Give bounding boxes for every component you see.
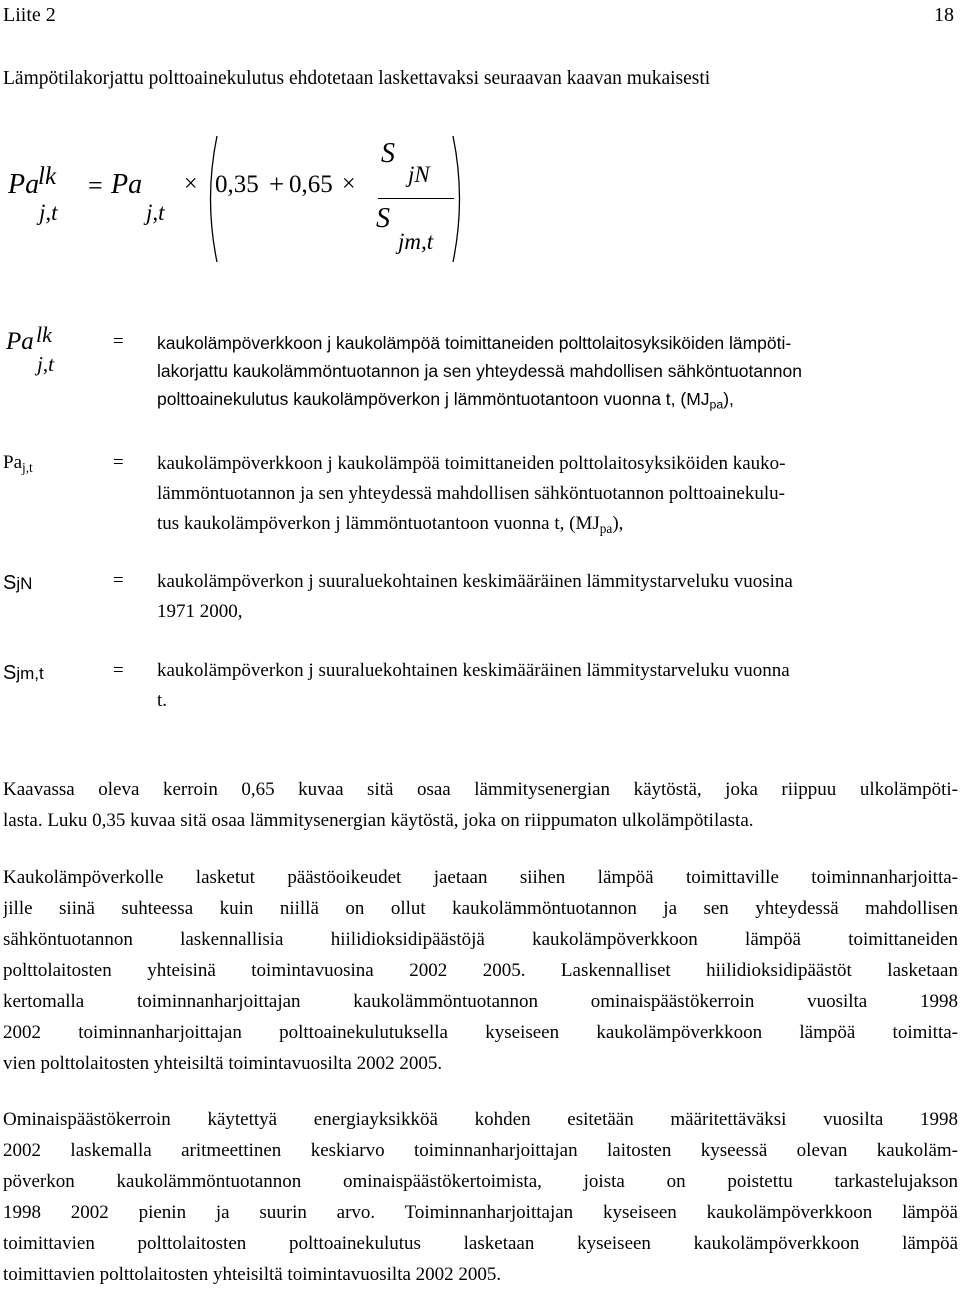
def4-symbol-sub: jm,t bbox=[16, 664, 44, 683]
formula-left-paren bbox=[201, 134, 221, 264]
formula-rhs-base: Pa bbox=[111, 169, 143, 200]
paragraph-line: sähköntuotannon laskennallisia hiilidioksidipäästöjä kaukolämpöverkkoon lämpöä toimittaneiden bbox=[3, 929, 958, 950]
def1-line3-post: ), bbox=[723, 389, 734, 409]
formula-lhs-sub: j,t bbox=[39, 200, 58, 225]
def2-symbol-base: Pa bbox=[3, 452, 22, 473]
paragraph-line: 2002 toiminnanharjoittajan polttoainekulutuksella kyseiseen kaukolämpöverkkoon lämpöä toimitta- bbox=[3, 1022, 958, 1043]
def4-line2: t. bbox=[157, 690, 168, 711]
def4-text bbox=[157, 656, 957, 716]
def3-text bbox=[157, 567, 957, 627]
def2-line3-pre: tus kaukolämpöverkon j lämmöntuotantoon vuonna t, (MJ bbox=[157, 513, 600, 534]
fraction-bar bbox=[378, 198, 454, 199]
def1-equals: = bbox=[113, 331, 124, 352]
paragraph-line: jille siinä suhteessa kuin niillä on ollut kaukolämmöntuotannon ja sen yhteydessä mahdollisen bbox=[3, 898, 958, 919]
formula-plus: + bbox=[269, 169, 285, 199]
def1-line3-pre: polttoainekulutus kaukolämpöverkon j lämmöntuotantoon vuonna t, (MJ bbox=[157, 389, 710, 409]
def2-symbol bbox=[3, 452, 33, 474]
paragraph-line: kertomalla toiminnanharjoittajan kaukolämmöntuotannon ominaispäästökerroin vuosilta 1998 bbox=[3, 991, 958, 1012]
def2-text bbox=[157, 449, 957, 539]
paragraph-line: vien polttolaitosten yhteisiltä toimintavuosilta 2002 2005. bbox=[3, 1053, 443, 1074]
def3-symbol bbox=[3, 572, 32, 595]
def3-line1: kaukolämpöverkon j suuraluekohtainen keskimääräinen lämmitystarveluku vuosina bbox=[157, 571, 793, 592]
def1-line3-sub: pa bbox=[709, 397, 724, 412]
def4-line1: kaukolämpöverkon j suuraluekohtainen keskimääräinen lämmitystarveluku vuonna bbox=[157, 660, 790, 681]
def1-symbol-base: Pa bbox=[6, 328, 34, 355]
formula-num-sub: jN bbox=[408, 162, 430, 187]
paragraph-2 bbox=[3, 862, 958, 1079]
formula-num-base: S bbox=[381, 138, 395, 169]
def1-symbol-sup: lk bbox=[36, 322, 52, 347]
paragraph-line: Kaukolämpöverkolle lasketut päästöoikeudet jaetaan siihen lämpöä toimittaville toiminnanharjoitta- bbox=[3, 867, 958, 888]
def4-equals: = bbox=[113, 660, 124, 681]
def2-line3-sub: pa bbox=[599, 520, 613, 536]
formula-right-paren bbox=[449, 134, 469, 264]
paragraph-line: 2002 laskemalla aritmeettinen keskiarvo toiminnanharjoittajan laitosten kyseessä olevan kaukoläm- bbox=[3, 1140, 958, 1161]
def2-equals: = bbox=[113, 452, 124, 473]
formula-lhs-base: Pa bbox=[8, 169, 40, 200]
paragraph-3 bbox=[3, 1104, 958, 1290]
def1-text bbox=[157, 329, 957, 413]
def4-symbol bbox=[3, 662, 44, 685]
running-header: Liite 2 bbox=[3, 4, 56, 26]
formula-times-2: × bbox=[342, 171, 356, 197]
formula-lhs-sup: lk bbox=[38, 163, 57, 190]
formula-const-a: 0,35 bbox=[215, 171, 259, 198]
def2-line1: kaukolämpöverkkoon j kaukolämpöä toimittaneiden polttolaitosyksiköiden kauko- bbox=[157, 453, 786, 474]
formula-den-base: S bbox=[376, 203, 390, 234]
def1-line1: kaukolämpöverkkoon j kaukolämpöä toimittaneiden polttolaitosyksiköiden lämpöti- bbox=[157, 333, 792, 353]
formula bbox=[0, 120, 960, 280]
formula-rhs-sub: j,t bbox=[146, 200, 165, 225]
def2-line3 bbox=[157, 509, 957, 539]
formula-equals: = bbox=[88, 171, 103, 200]
def3-line2: 1971 2000, bbox=[157, 601, 243, 622]
paragraph-line: polttolaitosten yhteisinä toimintavuosina 2002 2005. Laskennalliset hiilidioksidipäästöt lasketaan bbox=[3, 960, 958, 981]
paragraph-line: toimittavien polttolaitosten yhteisiltä toimintavuosilta 2002 2005. bbox=[3, 1264, 502, 1285]
formula-times-1: × bbox=[184, 171, 198, 197]
def2-symbol-sub: j,t bbox=[22, 459, 33, 475]
paragraph-1 bbox=[3, 774, 958, 836]
paragraph-line: Ominaispäästökerroin käytettyä energiayksikköä kohden esitetään määritettäväksi vuosilta 1998 bbox=[3, 1109, 958, 1130]
def2-line2: lämmöntuotannon ja sen yhteydessä mahdollisen sähköntuotannon polttoainekulu- bbox=[157, 483, 785, 504]
paragraph-line: lasta. Luku 0,35 kuvaa sitä osaa lämmitysenergian käytöstä, joka on riippumaton ulkolämpötilasta. bbox=[3, 810, 754, 831]
def3-equals: = bbox=[113, 570, 124, 591]
def1-line3 bbox=[157, 385, 957, 413]
paragraph-line: 1998 2002 pienin ja suurin arvo. Toiminnanharjoittajan kyseiseen kaukolämpöverkkoon lämpöä bbox=[3, 1202, 958, 1223]
paragraph-line: pöverkon kaukolämmöntuotannon ominaispäästökertoimista, joista on poistettu tarkastelujakson bbox=[3, 1171, 958, 1192]
formula-den-sub: jm,t bbox=[398, 229, 434, 254]
def4-symbol-base: S bbox=[3, 662, 17, 684]
paragraph-line: Kaavassa oleva kerroin 0,65 kuvaa sitä osaa lämmitysenergian käytöstä, joka riippuu ulkolämpöti- bbox=[3, 779, 958, 800]
def1-line2: lakorjattu kaukolämmöntuotannon ja sen yhteydessä mahdollisen sähköntuotannon bbox=[157, 361, 803, 381]
intro-text: Lämpötilakorjattu polttoainekulutus ehdotetaan laskettavaksi seuraavan kaavan mukaisesti bbox=[3, 68, 711, 89]
def3-symbol-base: S bbox=[3, 572, 17, 594]
page-number: 18 bbox=[934, 4, 954, 26]
def2-line3-post: ), bbox=[612, 513, 624, 534]
formula-const-b: 0,65 bbox=[289, 171, 333, 198]
paragraph-line: toimittavien polttolaitosten polttoainekulutus lasketaan kyseiseen kaukolämpöverkkoon lämpöä bbox=[3, 1233, 958, 1254]
def3-symbol-sub: jN bbox=[16, 574, 33, 593]
def1-symbol-sub: j,t bbox=[37, 352, 54, 376]
